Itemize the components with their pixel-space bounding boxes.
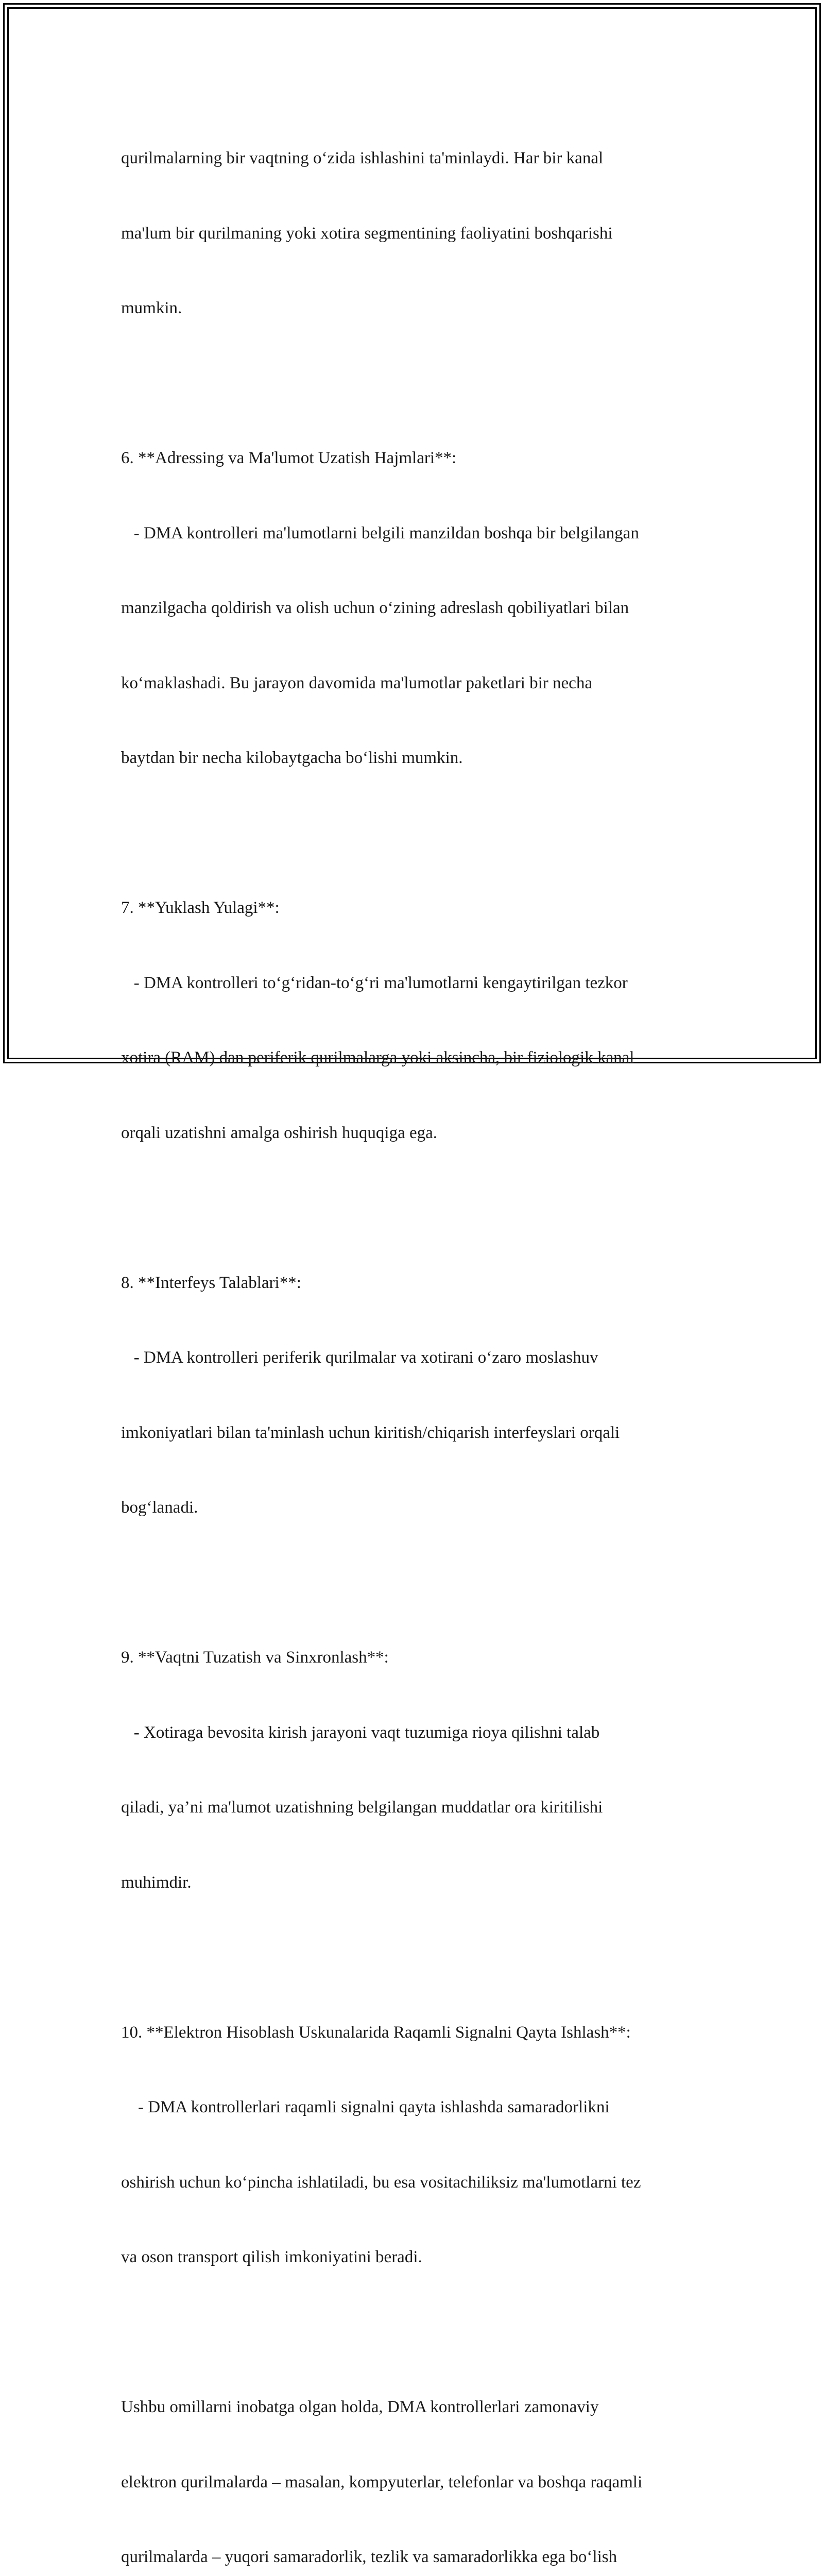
text-line: - DMA kontrolleri to‘g‘ridan-to‘g‘ri ma'lumotlarni kengaytirilgan tezkor [121,973,628,992]
text-line: qurilmalarda – yuqori samaradorlik, tezlik va samaradorlikka ega bo‘lish [121,2548,617,2566]
text-line: qiladi, ya’ni ma'lumot uzatishning belgilangan muddatlar ora kiritilishi [121,1798,603,1817]
text-line: manzilgacha qoldirish va olish uchun o‘zining adreslash qobiliyatlari bilan [121,599,629,617]
text-line: - DMA kontrollerlari raqamli signalni qayta ishlashda samaradorlikni [121,2098,610,2116]
section-9-vaqtni [121,1595,729,1945]
text-line: - DMA kontrolleri ma'lumotlarni belgili manzildan boshqa bir belgilangan [121,523,639,543]
section-heading: 7. **Yuklash Yulagi**: [121,899,280,917]
section-6-adressing [121,396,729,821]
text-line: imkoniyatlari bilan ta'minlash uchun kiritish/chiqarish interfeyslari orqali [121,1423,620,1442]
paragraph-conclusion [121,2345,729,2576]
section-8-interfeys [121,1221,729,1570]
text-line: va oson transport qilish imkoniyatini beradi. [121,2248,422,2266]
text-line: oshirish uchun ko‘pincha ishlatiladi, bu esa vositachiliksiz ma'lumotlarni tez [121,2173,641,2192]
text-line: baytdan bir necha kilobaytgacha bo‘lishi mumkin. [121,749,463,767]
text-line: ko‘maklashadi. Bu jarayon davomida ma'lumotlar paketlari bir necha [121,673,592,692]
text-line: qurilmalarning bir vaqtning o‘zida ishlashini ta'minlaydi. Har bir kanal [121,149,604,167]
text-line: Ushbu omillarni inobatga olgan holda, DMA kontrollerlari zamonaviy [121,2398,599,2416]
section-10-elektron [121,1970,729,2320]
text-line: orqali uzatishni amalga oshirish huquqiga ega. [121,1123,438,1142]
paragraph-continuation [121,96,729,371]
text-line: - DMA kontrolleri periferik qurilmalar va xotirani o‘zaro moslashuv [121,1348,598,1367]
text-line: bog‘lanadi. [121,1498,198,1517]
text-line: ma'lum bir qurilmaning yoki xotira segmentining faoliyatini boshqarishi [121,224,613,243]
section-7-yuklash [121,845,729,1195]
text-line: - Xotiraga bevosita kirish jarayoni vaqt tuzumiga rioya qilishni talab [121,1723,600,1742]
text-line: xotira (RAM) dan periferik qurilmalarga yoki aksincha, bir fiziologik kanal [121,1048,634,1067]
text-line: elektron qurilmalarda – masalan, kompyuterlar, telefonlar va boshqa raqamli [121,2472,643,2492]
section-heading: 9. **Vaqtni Tuzatish va Sinxronlash**: [121,1648,389,1667]
document-body [121,96,729,2576]
section-heading: 6. **Adressing va Ma'lumot Uzatish Hajmlari**: [121,449,457,467]
text-line: mumkin. [121,299,182,317]
section-heading: 8. **Interfeys Talablari**: [121,1273,301,1292]
section-heading: 10. **Elektron Hisoblash Uskunalarida Raqamli Signalni Qayta Ishlash**: [121,2023,631,2042]
text-line: muhimdir. [121,1873,192,1892]
